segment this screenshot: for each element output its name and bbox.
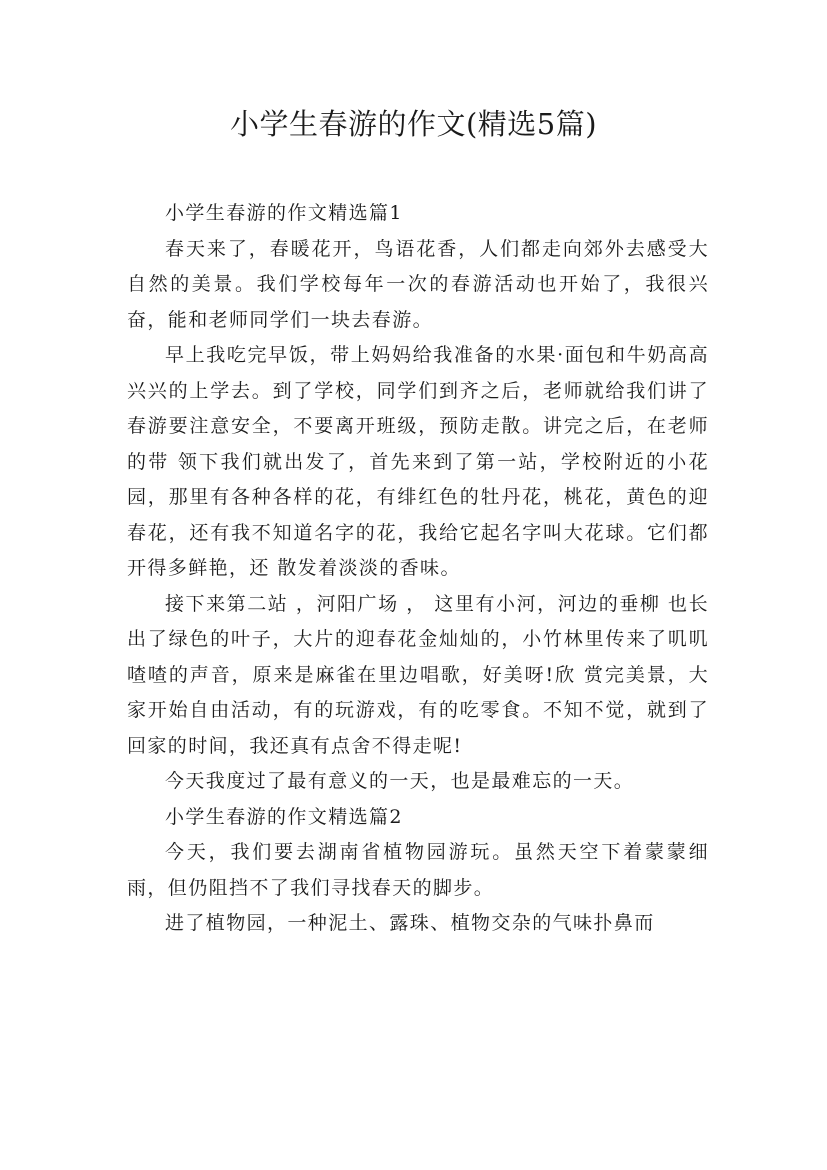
paragraph: 早上我吃完早饭，带上妈妈给我准备的水果·面包和牛奶高高兴兴的上学去。到了学校，同学们到齐之后，老师就给我们讲了春游要注意安全，不要离开班级，预防走散。讲完之后，在老师的带 领下我们就出发了，首先来到了第一站，学校附近的小花园，那里有各种各样的花，有绯红色的牡丹花，桃花，黄色的迎春花，还有我不知道名字的花，我给它起名字叫大花球。它们都开得多鲜艳，还 散发着淡淡的香味。 [127, 344, 709, 579]
paragraph: 接下来第二站 ，河阳广场 ， 这里有小河，河边的垂柳 也长出了绿色的叶子，大片的迎春花金灿灿的，小竹林里传来了叽叽喳喳的声音，原来是麻雀在里边唱歌，好美呀!欣 赏完美景，大家开始自由活动，有的玩游戏，有的吃零食。不知不觉，就到了回家的时间，我还真有点舍不得走呢! [127, 592, 709, 757]
paragraph: 今天，我们要去湖南省植物园游玩。虽然天空下着蒙蒙细雨，但仍阻挡不了我们寻找春天的脚步。 [127, 841, 709, 899]
section-heading-1: 小学生春游的作文精选篇1 [165, 202, 403, 224]
document-body [127, 196, 709, 942]
document-title: 小学生春游的作文(精选5篇) [229, 107, 598, 141]
section-heading-2: 小学生春游的作文精选篇2 [165, 805, 403, 828]
paragraph: 今天我度过了最有意义的一天，也是最难忘的一天。 [165, 770, 635, 792]
paragraph: 进了植物园，一种泥土、露珠、植物交杂的气味扑鼻而 [165, 912, 655, 934]
paragraph: 春天来了，春暖花开，鸟语花香，人们都走向郊外去感受大自然的美景。我们学校每年一次的春游活动也开始了，我很兴奋，能和老师同学们一块去春游。 [127, 237, 709, 331]
